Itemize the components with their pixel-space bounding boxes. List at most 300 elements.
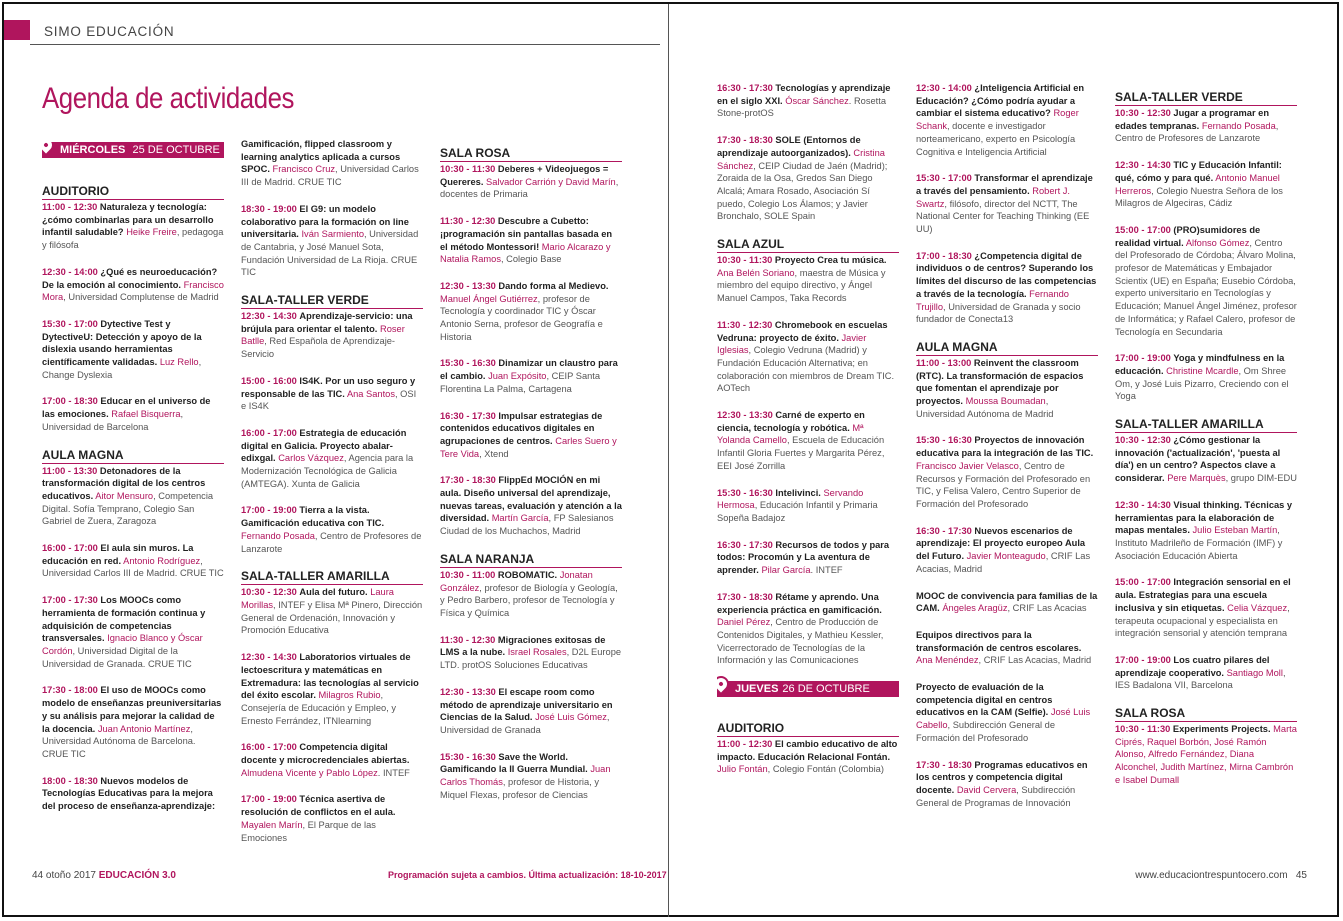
event-title: Proyecto Crea tu música. [774,255,887,266]
agenda-event [42,465,224,529]
event-affiliation: , D2L Europe LTD. protOS Soluciones Educativas [440,647,622,671]
agenda-event [717,539,899,577]
event-affiliation: , Universidad Autónoma de Madrid [916,396,1054,419]
room-heading: AUDITORIO [42,184,224,200]
agenda-event [440,280,622,344]
room-heading: SALA-TALLER AMARILLA [241,569,423,585]
location-pin-icon [717,673,732,696]
room-section [440,146,622,538]
footer-season: otoño 2017 [45,870,96,881]
event-affiliation: , Red Española de Aprendizaje-Servicio [241,336,396,360]
event-time: 12:30 - 13:30 [717,410,773,421]
room-heading: SALA NARANJA [440,552,622,568]
agenda-event [916,590,1098,615]
event-time: 15:30 - 16:30 [717,487,773,498]
agenda-event [440,569,622,620]
agenda-column-3 [440,146,622,844]
agenda-event [717,82,899,120]
date-date: 25 DE OCTUBRE [132,144,220,156]
agenda-event [717,487,899,525]
event-time: 11:30 - 12:30 [440,216,496,227]
event-speakers: Fernando Posada [1201,120,1276,131]
event-time: 16:30 - 17:30 [717,83,773,93]
room-heading: SALA ROSA [440,146,622,162]
event-title: Migraciones exitosas de LMS a la nube. [440,634,606,658]
event-title: Visual thinking. Técnicas y herramientas para la elaboración de mapas mentales. [1115,499,1293,536]
agenda-event [440,410,622,461]
event-time: 15:30 - 17:00 [916,173,972,184]
event-time: 15:30 - 16:30 [440,751,496,762]
room-section [1115,417,1297,692]
event-time: 17:00 - 18:30 [916,250,972,261]
event-title: Integración sensorial en el aula. Estrategias para una escuela inclusiva y sin etiquetas. [1115,577,1291,613]
agenda-event [916,759,1098,810]
event-title: El uso de MOOCs como modelo de enseñanzas preuniversitarias y su análisis para mejorar la calidad de la docencia. [42,685,222,734]
event-affiliation: . INTEF [810,565,843,576]
event-title: Reinvent the classroom (RTC). La transformación de espacios que fomentan el aprendizaje por proyectos. [916,357,1084,407]
event-speakers: Mario Alcarazo y Natalia Ramos [440,241,611,265]
event-time: 17:00 - 18:30 [42,396,98,407]
event-speakers: Aitor Mensuro [95,490,154,501]
event-speakers: Almudena Vicente y Pablo López [241,767,378,778]
agenda-event [42,594,224,670]
event-affiliation: , Om Shree Om, y José Luis Pizarro, Creciendo con el Yoga [1115,365,1289,402]
agenda-event [42,542,224,580]
date-day: JUEVES [735,683,779,696]
event-title: Competencia digital docente y microcredenciales abiertas. [241,742,410,766]
event-affiliation: , Centro de Recursos y Formación del Profesorado en TIC, y Felisa Valero, Centro Superior de Formación del Profesorado [916,460,1091,509]
agenda-event [440,215,622,266]
event-affiliation: , profesor de Tecnología y coordinador TIC y Óscar Antonio Serna, profesor de Geografía e Historia [440,293,603,342]
event-title: Aula del futuro. [299,587,368,598]
event-time: 17:00 - 17:30 [42,595,98,606]
event-speakers: Juan Antonio Martínez [97,723,191,734]
event-speakers: Pere Marquès [1167,473,1226,484]
section-tab-mark [4,20,30,40]
event-title: IS4K. Por un uso seguro y responsable de las TIC. [241,375,416,399]
event-time: 17:00 - 19:00 [1115,654,1171,665]
event-speakers: Javier Monteagudo [966,551,1046,562]
agenda-event [42,684,224,760]
event-time: 18:00 - 18:30 [42,775,98,786]
event-time: 17:00 - 19:00 [1115,353,1171,364]
event-time: 10:30 - 11:00 [440,569,496,580]
event-title: Técnica asertiva de resolución de conflictos en el aula. [241,794,396,818]
agenda-event [440,474,622,538]
room-section [1115,90,1297,403]
event-title: ¿Competencia digital de individuos o de centros? Superando los límites del discurso de las competencias a través de la tecnología. [916,250,1097,299]
event-time: 12:30 - 14:00 [42,266,98,277]
agenda-event [717,254,899,305]
agenda-column-5 [916,82,1098,848]
agenda-event [916,681,1098,745]
event-affiliation: , CRIF Las Acacias, Madrid [978,655,1092,666]
agenda-event [717,409,899,473]
room-heading: SALA-TALLER VERDE [241,293,423,309]
agenda-event [42,201,224,252]
event-time: 17:00 - 19:00 [241,505,297,516]
event-affiliation: , Centro de Profesores de Lanzarote [1115,120,1279,144]
event-affiliation: , Universidad Carlos III de Madrid. CRUE TIC [241,164,419,188]
event-speakers: Milagros Rubio [318,690,381,701]
running-head: SIMO EDUCACIÓN [44,24,175,39]
event-speakers: Pilar García [761,565,811,576]
event-time: 12:30 - 13:30 [440,280,496,291]
event-affiliation: , Educación Infantil y Primaria Sopeña Badajoz [717,500,878,523]
date-banner-thursday [717,681,899,697]
event-speakers: Carles Suero y Tere Vida [440,435,617,459]
event-affiliation: , Subdirección General de Programas de Innovación [916,784,1076,808]
event-speakers: Laura Morillas [241,587,394,610]
event-speakers: Celia Vázquez [1227,602,1288,613]
event-speakers: Javier Iglesias [717,332,867,356]
event-time: 12:30 - 14:30 [1115,160,1171,171]
room-heading: AUDITORIO [717,721,899,737]
event-title: ROBOMATIC. [497,569,558,580]
event-speakers: Iván Sarmiento [301,229,364,240]
agenda-event [440,163,622,201]
agenda-event [241,741,423,779]
event-affiliation: , CEIP Ciudad de Jaén (Madrid); Zoraida de la Osa, Gredos San Diego Alcalá; Amara Rosado, Asociación Sí puedo, Colegio Los Álamos; y Javier Bronchalo, SOLE Spain [717,160,888,222]
room-section [241,293,423,555]
event-speakers: Ana Belén Soriano [717,267,795,278]
event-time: 10:30 - 12:30 [1115,108,1171,118]
event-time: 16:30 - 17:30 [440,410,496,421]
event-affiliation: , Escuela de Educación Infantil Gloria Fuertes y Margarita Pérez, EEI José Zorrilla [717,435,885,471]
footer-url: www.educaciontrespuntocero.com [1135,870,1288,881]
event-title: Dinamizar un claustro para el cambio. [440,358,618,382]
event-speakers: Ignacio Blanco y Óscar Cordón [42,633,203,656]
event-affiliation: , docentes de Primaria [440,176,619,200]
event-affiliation: , Competencia Digital. Sofía Temprano, Colegio San Gabriel de Zuera, Zaragoza [42,490,214,527]
event-time: 16:00 - 17:00 [241,742,297,753]
event-title: Nuevos modelos de Tecnologías Educativas para la mejora del proceso de enseñanza-aprendizaje: [42,775,216,812]
agenda-event [241,138,423,189]
footer-right [1135,870,1307,881]
event-speakers: Daniel Pérez [717,617,771,628]
event-time: 10:30 - 12:30 [1115,435,1171,446]
agenda-event [1115,159,1297,210]
header-rule [30,44,660,45]
event-title: SOLE (Entornos de aprendizaje autoorganizados). [717,135,861,158]
event-affiliation: , docente e investigador norteamericano, experto en Psicología Cognitiva e Inteligencia Artificial [916,121,1076,157]
event-affiliation: , Universidad de Barcelona [42,409,184,432]
event-speakers: Mayalen Marín [241,819,303,830]
agenda-event [42,266,224,304]
agenda-event [916,525,1098,576]
room-section [717,237,899,667]
agenda-event [1115,224,1297,338]
agenda-event [916,357,1098,421]
event-speakers: Salvador Carrión y David Marín [486,176,616,187]
event-affiliation: , Xtend [479,448,509,459]
agenda-event [42,318,224,382]
agenda-event [241,375,423,413]
event-affiliation: , El Parque de las Emociones [241,819,376,843]
event-time: 15:30 - 16:30 [916,435,972,446]
agenda-event [1115,107,1297,145]
event-affiliation: , Universidad Carlos III de Madrid. CRUE TIC [42,555,224,579]
event-speakers: Luz Rello [159,357,199,368]
event-affiliation: , profesor de Historia, y Miquel Flexas, profesor de Ciencias [440,777,599,800]
event-time: 11:00 - 12:30 [717,739,773,750]
event-time: 16:30 - 17:30 [916,525,972,536]
event-title: Gamificación, flipped classroom y learning analytics aplicada a cursos SPOC. [241,139,401,175]
event-speakers: Francisco Javier Velasco [916,460,1019,471]
event-affiliation: , IES Badalona VII, Barcelona [1115,667,1286,691]
event-affiliation: . INTEF [377,767,410,778]
room-section [916,82,1098,326]
event-speakers: Marta Ciprés, Raquel Borbón, José Ramón Alonso, Alfredo Fernández, Diana Alconchel, Judith Martínez, Mirna Cambrón e Isabel Dumall [1115,724,1297,785]
event-title: ¿Cómo gestionar la innovación ('actualización', 'puesta al día') en un centro? Aspectos clave a considerar. [1115,435,1281,484]
event-speakers: Rafael Bisquerra [111,409,181,420]
event-speakers: Juan Expósito [488,371,547,382]
event-affiliation: , terapeuta ocupacional y especialista en integración sensorial y atención temprana [1115,602,1290,639]
event-speakers: Antonio Rodríguez [123,555,201,566]
footer-left [32,870,176,881]
event-title: Programas educativos en los centros y competencia digital docente. [916,759,1088,795]
agenda-event [916,172,1098,236]
room-section [1115,706,1297,787]
event-speakers: Fernando Trujillo [916,288,1069,312]
agenda-event [440,357,622,395]
agenda-event [1115,576,1297,640]
event-speakers: José Luis Cabello [916,707,1091,731]
event-time: 15:30 - 16:30 [440,358,496,369]
event-title: (PRO)sumidores de realidad virtual. [1115,224,1261,248]
event-title: Yoga y mindfulness en la educación. [1115,353,1285,376]
agenda-event [42,775,224,813]
event-affiliation: , Subdirección General de Formación del Profesorado [916,720,1056,743]
event-title: Detonadores de la transformación digital de los centros educativos. [42,465,206,501]
page-title: Agenda de actividades [42,82,295,115]
event-title: Aprendizaje-servicio: una brújula para orientar el talento. [241,311,413,334]
event-title: Rétame y aprendo. Una experiencia práctica en gamificación. [717,591,882,615]
event-affiliation: , Universidad de Cantabria, y José Manuel Sota, Fundación Universidad de La Rioja. CRUE TIC [241,229,419,278]
agenda-event [717,319,899,395]
room-section [241,569,423,844]
event-title: El G9: un modelo colaborativo para la formación on line universitaria. [241,203,409,240]
event-time: 12:30 - 14:00 [916,83,972,93]
agenda-event [241,586,423,637]
room-section [440,552,622,802]
event-speakers: Francisco Mora [42,279,224,303]
event-speakers: Jonatan González [440,569,593,593]
event-title: Proyectos de innovación educativa para la integración de las TIC. [916,435,1094,459]
event-time: 15:00 - 17:00 [1115,224,1171,235]
event-title: Recursos de todos y para todos: Procomún y La aventura de aprender. [717,539,890,576]
location-pin-icon [42,142,57,156]
event-title: ¿Qué es neuroeducación? De la emoción al conocimiento. [42,266,218,290]
event-speakers: Roger Schank [916,108,1079,132]
event-affiliation: , Universidad de Granada y socio fundador de Conecta13 [916,301,1081,325]
event-speakers: Heike Freire [126,227,177,238]
event-speakers: Fernando Posada [241,530,315,541]
agenda-event [717,738,899,776]
room-heading: AULA MAGNA [42,448,224,464]
event-affiliation: , CRIF Las Acacias [1007,603,1087,614]
event-speakers: Ángeles Aragüz [942,603,1008,614]
room-heading: SALA AZUL [717,237,899,253]
event-time: 10:30 - 11:30 [1115,724,1171,735]
date-banner-wednesday [42,142,224,158]
schedule-notice: Programación sujeta a cambios. Última actualización: 18-10-2017 [388,870,667,880]
event-speakers: Roser Batlle [241,323,405,347]
event-affiliation: , OSI e IS4K [241,388,417,412]
event-time: 12:30 - 14:30 [241,652,297,663]
agenda-event [42,395,224,433]
agenda-event [1115,654,1297,692]
event-affiliation: , Consejería de Educación y Empleo, y Ernesto Ferrández, ITNlearning [241,690,397,726]
event-time: 15:30 - 17:00 [42,318,98,329]
event-title: Deberes + Videojuegos = Quereres. [440,164,609,187]
event-title: Nuevos escenarios de aprendizaje: El proyecto europeo Aula del Futuro. [916,525,1086,562]
event-title: Dytective Test y DytectiveU: Detección y apoyo de la dislexia usando herramientas científicamente validadas. [42,318,202,368]
event-title: Save the World. Gamificando la II Guerra Mundial. [440,751,588,775]
agenda-event [440,751,622,802]
event-affiliation: , Change Dyslexia [42,357,202,380]
page-number-left: 44 [32,870,44,881]
event-time: 18:30 - 19:00 [241,203,297,214]
event-speakers: Julio Fontán [717,764,768,775]
event-time: 11:00 - 12:30 [42,202,98,212]
event-time: 17:30 - 18:30 [717,135,773,146]
event-title: Descubre a Cubetto: ¡programación sin pantallas basada en el método Montessori! [440,216,613,252]
event-time: 12:30 - 14:30 [1115,499,1171,510]
agenda-event [916,82,1098,158]
event-title: El cambio educativo de alto impacto. Educación Relacional Fontán. [717,739,898,762]
room-section [42,184,224,434]
event-title: Educar en el universo de las emociones. [42,396,211,420]
event-title: ¿Inteligencia Artificial en Educación? ¿Cómo podría ayudar a cambiar el sistema educativo? [916,83,1085,119]
agenda-event [241,651,423,727]
event-affiliation: , Instituto Madrileño de Formación (IMF) y Asociación Educación Abierta [1115,525,1283,561]
event-affiliation: , CEIP Santa Florentina La Palma, Cartagena [440,371,601,394]
event-time: 17:30 - 18:30 [440,475,496,486]
event-affiliation: , Centro de Producción de Contenidos Digitales, y Mathieu Kessler, Vicerrectorado de Tecnologías de la Información y las Comunicaciones [717,617,884,666]
room-section [241,138,423,279]
event-title: Naturaleza y tecnología: ¿cómo combinarlas para un desarrollo infantil saludable? [42,202,214,238]
event-affiliation: , INTEF y Elisa Mª Pinero, Dirección General de Ordenación, Innovación y Promoción Educativa [241,599,423,636]
event-title: Impulsar estrategias de contenidos educativos digitales en agrupaciones de centros. [440,410,603,446]
event-title: Tecnologías y aprendizaje en el siglo XXI. [717,83,891,106]
agenda-event [717,591,899,667]
room-section [916,340,1098,809]
event-affiliation: , Universidad Complutense de Madrid [63,292,219,303]
event-speakers: David Cervera [956,784,1017,795]
agenda-column-6 [1115,90,1297,848]
date-day: MIÉRCOLES [60,144,126,156]
event-speakers: Juan Carlos Thomás [440,764,611,788]
event-affiliation: . Rosetta Stone-protOS [717,95,886,119]
event-time: 11:00 - 13:30 [42,465,98,476]
event-speakers: Ana Menéndez [916,655,979,666]
event-speakers: Christine Mcardle [1166,365,1239,376]
agenda-event [916,434,1098,510]
event-speakers: Cristina Sánchez [717,147,885,171]
room-heading: SALA ROSA [1115,706,1297,722]
event-affiliation: , pedagoga y filósofa [42,227,224,251]
room-heading: SALA-TALLER AMARILLA [1115,417,1297,433]
event-speakers: Ana Santos [346,388,396,399]
event-title: MOOC de convivencia para familias de la CAM. [916,590,1098,614]
agenda-event [717,134,899,223]
event-speakers: Martín García [491,513,549,524]
event-affiliation: , Centro de Profesores de Lanzarote [241,530,422,554]
event-time: 15:00 - 17:00 [1115,577,1171,588]
event-title: El aula sin muros. La educación en red. [42,543,194,566]
event-speakers: Alfonso Gómez [1185,237,1250,248]
event-title: Dando forma al Medievo. [498,280,609,291]
event-time: 17:00 - 19:00 [241,794,297,805]
event-speakers: Servando Hermosa [717,487,864,511]
event-speakers: Mª Yolanda Camello [717,422,864,446]
event-title: Intelivinci. [775,487,821,498]
event-affiliation: , Agencia para la Modernización Tecnológica de Galicia (AMTEGA). Xunta de Galicia [241,453,414,489]
event-speakers: Carlos Vázquez [278,453,344,464]
agenda-column-4 [717,82,899,848]
event-affiliation: , Universidad de Granada [440,712,610,735]
event-title: FlippEd MOCIÓN en mi aula. Diseño universal del aprendizaje, nuevas tareas, evaluación y atención a la diversidad. [440,475,622,524]
event-time: 10:30 - 11:30 [440,164,496,174]
page-gutter [668,4,669,917]
event-title: Experiments Projects. [1172,724,1271,735]
agenda-event [241,793,423,844]
event-title: Jugar a programar en edades tempranas. [1115,108,1270,131]
magazine-name: EDUCACIÓN 3.0 [98,870,176,881]
event-affiliation: , Universidad Digital de la Universidad de Granada. CRUE TIC [42,645,192,669]
event-title: Chromebook en escuelas Vedruna: proyecto de éxito. [717,319,888,343]
event-time: 10:30 - 12:30 [241,587,297,598]
agenda-event [916,629,1098,667]
agenda-event [440,634,622,672]
event-title: Carné de experto en ciencia, tecnología y robótica. [717,410,865,433]
event-speakers: Israel Rosales [507,647,567,658]
event-title: Laboratorios virtuales de lectoescritura y matemáticas en Extremadura: las tecnologías al servicio del éxito escolar. [241,652,419,701]
event-speakers: Manuel Ángel Gutiérrez [440,293,538,304]
event-time: 12:30 - 13:30 [440,686,496,697]
event-time: 11:30 - 12:30 [440,634,496,645]
event-title: Proyecto de evaluación de la competencia digital en centros educativos en la CAM (Selfie). [916,682,1053,718]
agenda-event [1115,723,1297,787]
event-title: Los MOOCs como herramienta de formación continua y adquisición de competencias transversales. [42,595,206,644]
event-time: 17:30 - 18:00 [42,685,98,696]
event-speakers: José Luis Gómez [535,712,607,723]
agenda-event [241,427,423,491]
room-heading: SALA-TALLER VERDE [1115,90,1297,106]
agenda-event [1115,434,1297,485]
event-speakers: Santiago Moll [1226,667,1283,678]
event-time: 17:30 - 18:30 [916,759,972,770]
event-affiliation: , Colegio Vedruna (Madrid) y Fundación Educación Alternativa; en colaboración con miembros de Dream TIC. AOTech [717,345,895,394]
event-affiliation: , FP Salesianos Ciudad de los Muchachos, Madrid [440,513,614,537]
event-title: Tierra a la vista. Gamificación educativa con TIC. [241,505,385,529]
event-title: TIC y Educación Infantil: qué, cómo y para qué. [1115,160,1282,183]
event-title: El escape room como método de aprendizaje universitario en Ciencias de la Salud. [440,686,613,723]
event-affiliation: , Centro del Profesorado de Córdoba; Álvaro Molina, profesor de Matemáticas y Embajador Scientix (UE) en España; Eusebio Córdoba, experto universitario en Tecnologías y Educación; Manuel Ángel Jiménez, profesor de Informática; y Rafael Calero, profesor de Tecnología en Secundaria [1115,237,1297,337]
event-affiliation: , Colegio Fontán (Colombia) [767,764,884,775]
room-section [717,82,899,223]
event-speakers: Moussa Boumadan [965,396,1046,407]
event-time: 16:00 - 17:00 [241,427,297,438]
event-time: 16:00 - 17:00 [42,543,98,554]
event-speakers: Robert J. Swartz [916,185,1070,209]
agenda-event [241,203,423,279]
event-affiliation: , Colegio Nuestra Señora de los Milagros de Algeciras, Cádiz [1115,185,1283,209]
agenda-column-1 [42,142,224,846]
agenda-event [440,686,622,737]
room-section [42,448,224,813]
